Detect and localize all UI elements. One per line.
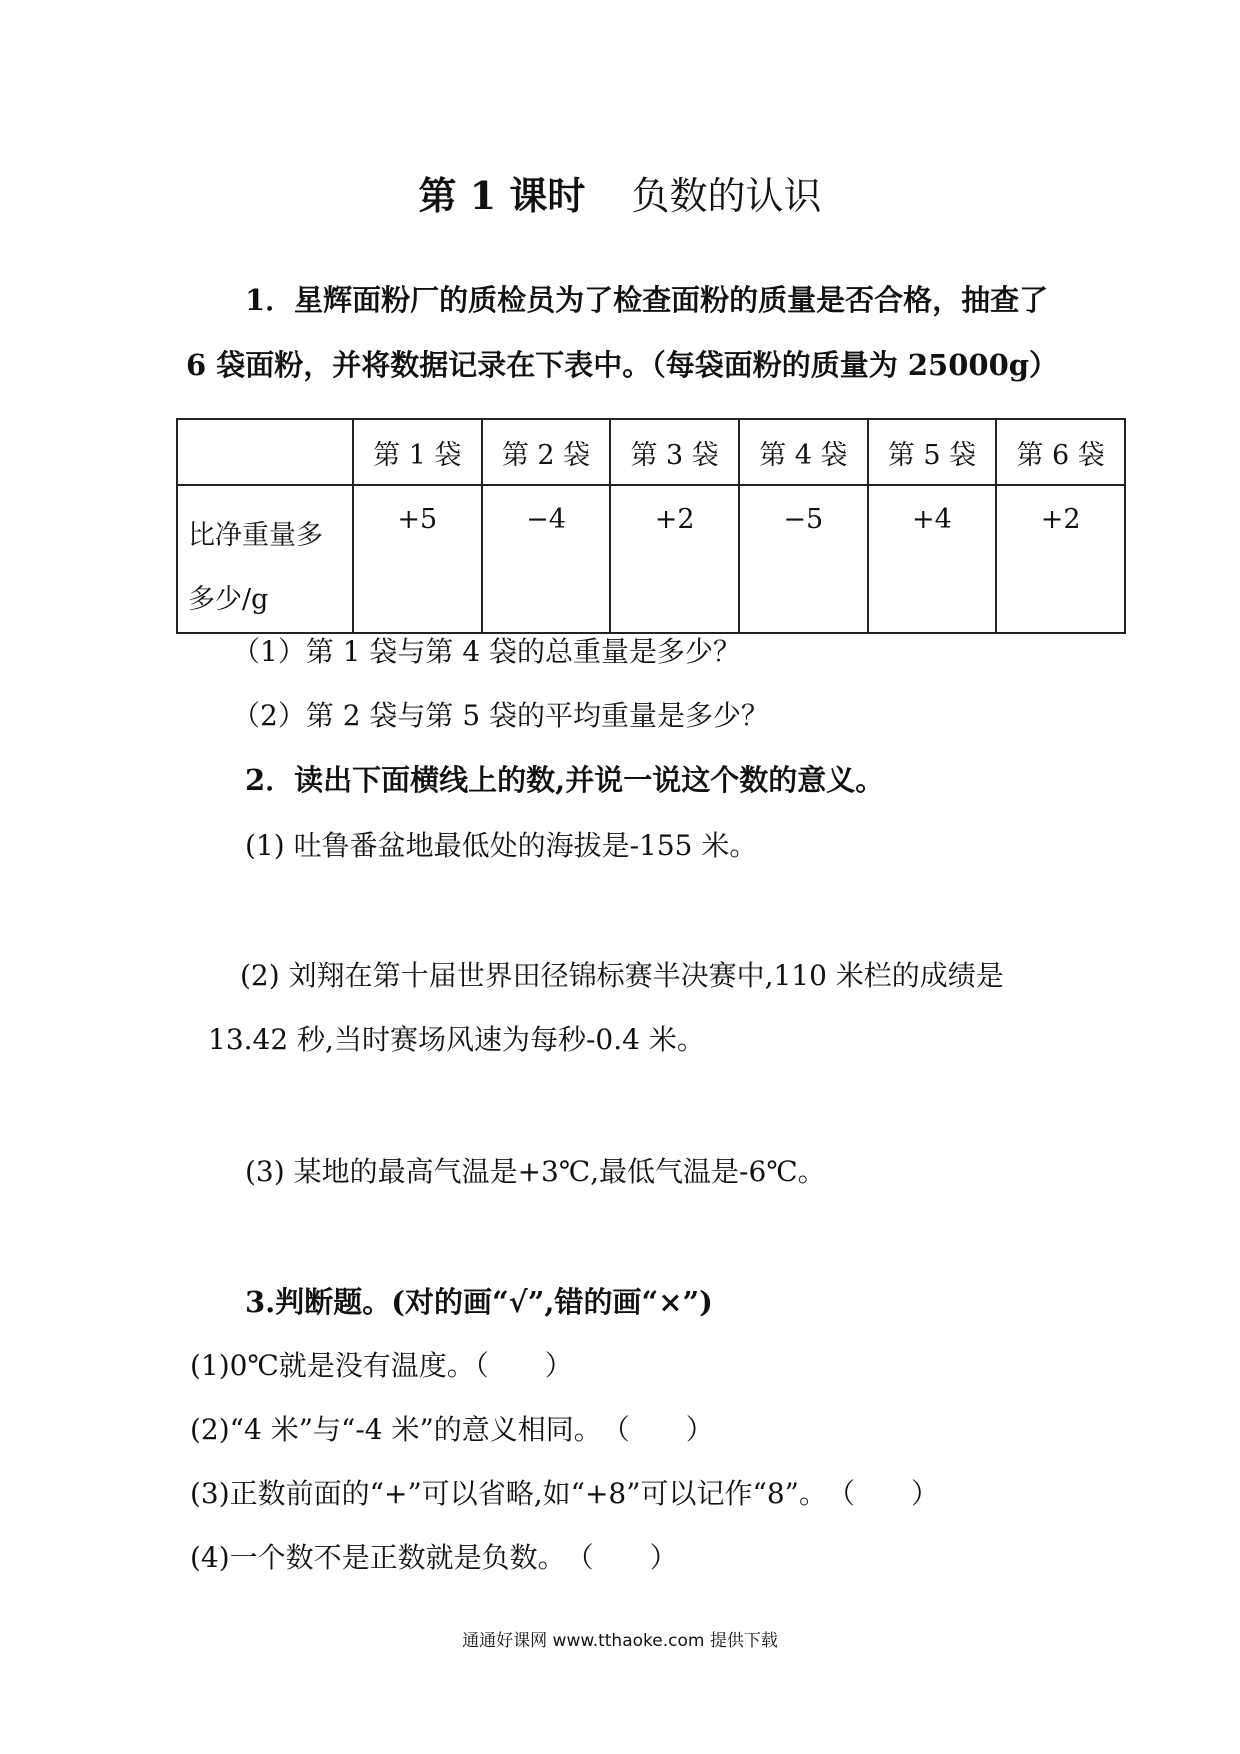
table-row: [177, 485, 1125, 633]
table-header-cell: [177, 419, 353, 485]
table-cell: +2: [610, 485, 739, 633]
table-cell: +2: [996, 485, 1125, 633]
q1-line1: 1．星辉面粉厂的质检员为了检查面粉的质量是否合格，抽查了: [245, 283, 1049, 317]
q2-item3: (3) 某地的最高气温是+3℃,最低气温是-6℃。: [245, 1155, 826, 1188]
table-header-cell: 第 5 袋: [868, 419, 997, 485]
q3-item: (1)0℃就是没有温度。（ ）: [190, 1349, 573, 1382]
q2-heading: 2．读出下面横线上的数,并说一说这个数的意义。: [245, 763, 885, 797]
table-header-cell: 第 4 袋: [739, 419, 868, 485]
q1-sub2: （2）第 2 袋与第 5 袋的平均重量是多少？: [232, 699, 770, 732]
table-cell: −5: [739, 485, 868, 633]
table-cell: +5: [353, 485, 482, 633]
page-title: [0, 165, 1240, 220]
table-cell: −4: [482, 485, 611, 633]
q1-line2: 6 袋面粉，并将数据记录在下表中。（每袋面粉的质量为 25000g）: [186, 348, 1059, 382]
q1-sub1: （1）第 1 袋与第 4 袋的总重量是多少？: [232, 635, 742, 668]
q3-heading: 3.判断题。(对的画“√”,错的画“×”): [245, 1285, 713, 1319]
table-header-cell: 第 2 袋: [482, 419, 611, 485]
table-cell: +4: [868, 485, 997, 633]
footer-credit: 通通好课网 www.tthaoke.com 提供下载: [462, 1631, 778, 1651]
q3-item: (2)“4 米”与“-4 米”的意义相同。 （ ）: [190, 1413, 714, 1446]
row-label: 比净重量多多少/g: [177, 485, 353, 633]
table-header-row: [177, 419, 1125, 485]
q2-item1: (1) 吐鲁番盆地最低处的海拔是-155 米。: [245, 829, 758, 862]
weight-table: [176, 418, 1126, 634]
lesson-number: 第 1 课时: [418, 173, 586, 218]
table-header-cell: 第 6 袋: [996, 419, 1125, 485]
q2-item2-line1: (2) 刘翔在第十届世界田径锦标赛半决赛中,110 米栏的成绩是: [240, 959, 1004, 992]
q2-item2-line2: 13.42 秒,当时赛场风速为每秒-0.4 米。: [208, 1023, 705, 1056]
q3-item: (4)一个数不是正数就是负数。 （ ）: [190, 1541, 678, 1574]
lesson-topic: 负数的认识: [631, 174, 822, 218]
table-header-cell: 第 1 袋: [353, 419, 482, 485]
q3-item: (3)正数前面的“+”可以省略,如“+8”可以记作“8”。 （ ）: [190, 1477, 940, 1510]
table-header-cell: 第 3 袋: [610, 419, 739, 485]
